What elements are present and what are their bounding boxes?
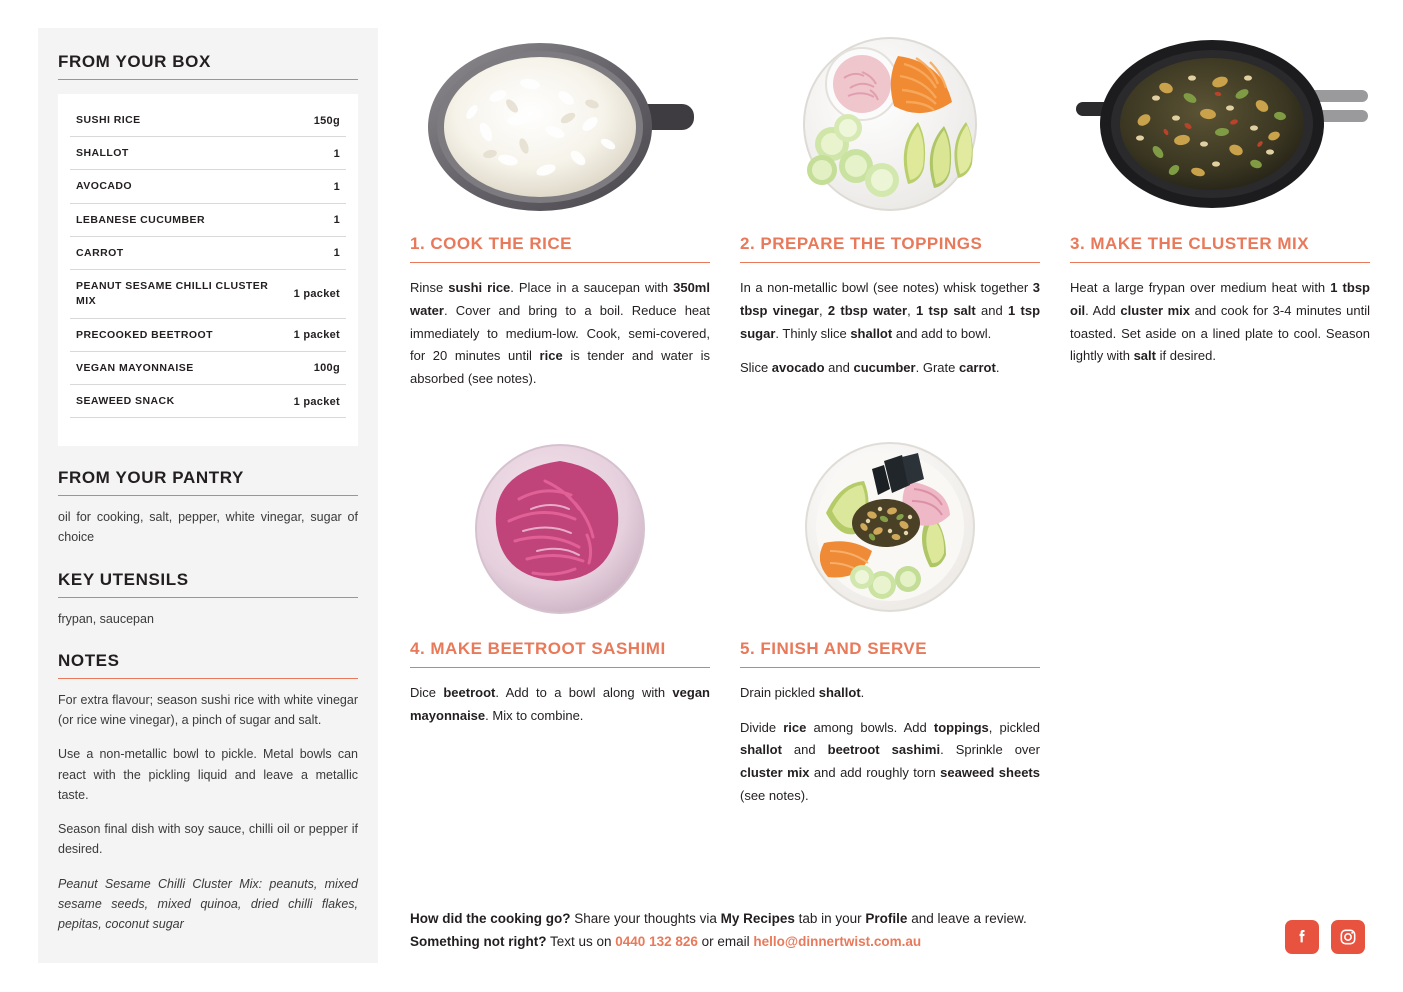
box-item-row	[70, 237, 346, 270]
plate-of-sliced-toppings-photo	[740, 28, 1040, 220]
steps-row-1	[410, 28, 1370, 391]
cluster-mix-ingredients-note: Peanut Sesame Chilli Cluster Mix: peanuts, mixed sesame seeds, mixed quinoa, dried chilli flakes, pepitas, coconut sugar	[58, 876, 358, 932]
from-your-pantry-heading: FROM YOUR PANTRY	[58, 468, 358, 496]
social-links[interactable]	[1285, 920, 1365, 954]
step-2-title: 2. PREPARE THE TOPPINGS	[740, 234, 1040, 263]
note-paragraph: Season final dish with soy sauce, chilli oil or pepper if desired.	[58, 822, 358, 857]
box-item-qty: 1 packet	[293, 288, 340, 301]
paragraph: Rinse sushi rice. Place in a saucepan with 350ml water. Cover and bring to a boil. Reduce heat immediately to medium-low. Cook, semi-covered, for 20 minutes until rice is tender and water is absorbed (see notes).	[410, 280, 710, 386]
box-item-name: SHALLOT	[76, 147, 129, 160]
footer	[410, 907, 1370, 954]
box-item-row	[70, 352, 346, 385]
paragraph: Slice avocado and cucumber. Grate carrot.	[740, 360, 1000, 376]
box-item-name: PEANUT SESAME CHILLI CLUSTER MIX	[76, 280, 269, 308]
instagram-icon[interactable]	[1331, 920, 1365, 954]
paragraph: Divide rice among bowls. Add toppings, pickled shallot and beetroot sashimi. Sprinkle over cluster mix and add roughly torn seaweed sheets (see notes).	[740, 719, 1040, 803]
finished-sushi-bowl-photo	[740, 433, 1040, 625]
step-4-title: 4. MAKE BEETROOT SASHIMI	[410, 639, 710, 668]
paragraph: Drain pickled shallot.	[740, 684, 865, 700]
box-item-name: SEAWEED SNACK	[76, 394, 175, 407]
box-item-qty: 1 packet	[293, 395, 340, 408]
paragraph: In a non-metallic bowl (see notes) whisk together 3 tbsp vinegar, 2 tbsp water, 1 tsp salt and 1 tsp sugar. Thinly slice shallot and add to bowl.	[740, 280, 1041, 341]
utensils-section	[58, 570, 358, 629]
pantry-paragraph: oil for cooking, salt, pepper, white vinegar, sugar of choice	[58, 510, 358, 545]
box-item-qty: 100g	[313, 362, 340, 375]
utensils-paragraph: frypan, saucepan	[58, 611, 154, 626]
step-placeholder	[1070, 433, 1370, 808]
steps-row-2	[410, 433, 1370, 808]
box-item-row	[70, 204, 346, 237]
utensils-text	[58, 609, 358, 629]
footer-line-1: How did the cooking go? Share your thoughts via My Recipes tab in your Profile and leave a review.	[410, 910, 1027, 926]
note-paragraph: Use a non-metallic bowl to pickle. Metal bowls can react with the pickling liquid and leave a metallic taste.	[58, 747, 358, 802]
footer-line-2[interactable]: Something not right? Text us on 0440 132 826 or email hello@dinnertwist.com.au	[410, 934, 922, 950]
box-item-qty: 150g	[313, 114, 340, 127]
step-3	[1070, 28, 1370, 391]
box-item-row	[70, 385, 346, 418]
from-your-box-heading: FROM YOUR BOX	[58, 52, 358, 80]
box-item-qty: 1	[333, 181, 340, 194]
box-item-row	[70, 270, 346, 318]
sidebar	[38, 28, 378, 963]
step-1	[410, 28, 710, 391]
saucepan-of-cooked-rice-photo	[410, 28, 710, 220]
paragraph: Heat a large frypan over medium heat with 1 tbsp oil. Add cluster mix and cook for 3-4 minutes until toasted. Set aside on a lined plate to cool. Season lightly with salt if desired.	[1070, 280, 1370, 364]
facebook-icon[interactable]	[1285, 920, 1319, 954]
box-item-name: PRECOOKED BEETROOT	[76, 328, 214, 341]
box-item-name: AVOCADO	[76, 180, 133, 193]
box-item-name: LEBANESE CUCUMBER	[76, 213, 205, 226]
box-items-table	[58, 94, 358, 446]
box-item-qty: 1 packet	[293, 329, 340, 342]
box-item-row	[70, 319, 346, 352]
paragraph: Dice beetroot. Add to a bowl along with vegan mayonnaise. Mix to combine.	[410, 684, 710, 723]
bowl-of-beetroot-mayonnaise-photo	[410, 433, 710, 625]
notes-heading: NOTES	[58, 651, 358, 679]
notes-body	[58, 690, 358, 935]
steps-area	[410, 28, 1370, 808]
frypan-with-toasted-cluster-mix-photo	[1070, 28, 1370, 220]
step-3-text	[1070, 277, 1370, 368]
step-4	[410, 433, 710, 808]
notes-section	[58, 651, 358, 935]
box-item-row	[70, 170, 346, 203]
step-1-text	[410, 277, 710, 391]
step-1-title: 1. COOK THE RICE	[410, 234, 710, 263]
box-item-name: VEGAN MAYONNAISE	[76, 361, 194, 374]
box-item-row	[70, 137, 346, 170]
box-item-name: SUSHI RICE	[76, 114, 141, 126]
box-item-qty: 1	[333, 247, 340, 260]
note-paragraph: For extra flavour; season sushi rice with white vinegar (or rice wine vinegar), a pinch of sugar and salt.	[58, 692, 358, 728]
step-2-text	[740, 277, 1040, 380]
step-4-text	[410, 682, 710, 728]
step-5-title: 5. FINISH AND SERVE	[740, 639, 1040, 668]
box-item-qty: 1	[333, 214, 340, 227]
pantry-section	[58, 468, 358, 548]
step-5-text	[740, 682, 1040, 808]
box-item-qty: 1	[333, 147, 340, 160]
pantry-text	[58, 507, 358, 548]
box-item-name: CARROT	[76, 246, 124, 259]
key-utensils-heading: KEY UTENSILS	[58, 570, 358, 598]
step-5	[740, 433, 1040, 808]
box-item-row	[70, 104, 346, 137]
step-2	[740, 28, 1040, 391]
step-3-title: 3. MAKE THE CLUSTER MIX	[1070, 234, 1370, 263]
